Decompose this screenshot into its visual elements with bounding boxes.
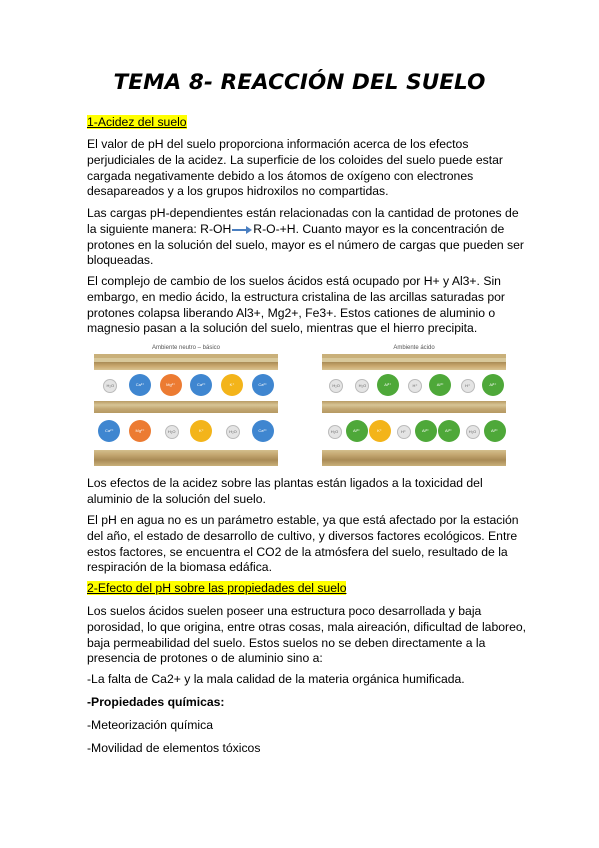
ion-circle: Ca²⁺: [98, 420, 120, 442]
paragraph-charges-part1: Las cargas pH-dependientes están relacionadas con la cantidad de protones de la siguiente manera: R-OH: [87, 206, 519, 236]
ion-circle: H⁺: [461, 379, 475, 393]
ion-circle: K⁺: [369, 420, 391, 442]
clay-layer: [94, 401, 278, 413]
paragraph-acid-soils: Los suelos ácidos suelen poseer una estructura poco desarrollada y baja porosidad, lo que origina, entre otras cosas, mala aireación, dificultad de laboreo, baja permeabilidad del suelo. Estos suelos no se deben directamente a la presencia de protones o de aluminio sino a:: [87, 604, 527, 666]
ion-circle: H₂O: [329, 379, 343, 393]
paragraph-calcium-deficit: -La falta de Ca2+ y la mala calidad de la materia orgánica humificada.: [87, 672, 465, 686]
ion-circle: Al³⁺: [429, 374, 451, 396]
clay-layer: [322, 354, 506, 370]
ion-circle: H₂O: [466, 425, 480, 439]
section-heading-acidez: [87, 115, 527, 131]
ion-circle: H⁺: [397, 425, 411, 439]
clay-ion-figure: [94, 344, 506, 466]
clay-layer: [94, 354, 278, 370]
ion-circle: Ca²⁺: [252, 420, 274, 442]
ion-circle: H₂O: [355, 379, 369, 393]
panel-neutral-basic: [94, 344, 278, 466]
clay-layer: [322, 450, 506, 466]
subheading-chemical-properties: -Propiedades químicas:: [87, 695, 225, 709]
ion-circle: H⁺: [408, 379, 422, 393]
ion-circle: H₂O: [103, 379, 117, 393]
ion-circle: Al³⁺: [346, 420, 368, 442]
ion-circle: Ca²⁺: [129, 374, 151, 396]
list-item-toxic-mobility: -Movilidad de elementos tóxicos: [87, 741, 261, 755]
page-title: TEMA 8- REACCIÓN DEL SUELO: [113, 70, 486, 95]
panel-acidic: [322, 344, 506, 466]
clay-layer: [322, 401, 506, 413]
ion-circle: Ca²⁺: [190, 374, 212, 396]
ion-circle: Al³⁺: [482, 374, 504, 396]
section-heading-text: 1-Acidez del suelo: [87, 115, 187, 129]
paragraph-ph-value: El valor de pH del suelo proporciona información acerca de los efectos perjudiciales de la acidez. La superficie de los coloides del suelo puede estar cargada negativamente debido a los átomos de oxígeno con electrones desapareados y a los grupos hidroxilos no compartidas.: [87, 137, 503, 199]
ion-circle: Al³⁺: [438, 420, 460, 442]
ion-circle: H₂O: [328, 425, 342, 439]
list-item-weathering: -Meteorización química: [87, 718, 213, 732]
panel-title-acidic: Ambiente ácido: [393, 345, 435, 351]
ion-circle: K⁺: [221, 374, 243, 396]
ion-circle: H₂O: [226, 425, 240, 439]
paragraph-charges: [87, 206, 527, 269]
arrow-icon: [232, 226, 252, 234]
ion-circle: K⁺: [190, 420, 212, 442]
panel-title-neutral: Ambiente neutro – básico: [151, 345, 221, 351]
paragraph-exchange-complex: El complejo de cambio de los suelos ácidos está ocupado por H+ y Al3+. Sin embargo, en medio ácido, la estructura cristalina de las arcillas saturadas por protones colapsa liberando Al3+, Mg2+, Fe3+. Estos cationes de aluminio o magnesio pasan a la solución del suelo, mientras que el hierro precipita.: [87, 274, 505, 336]
ion-circle: Al³⁺: [415, 420, 437, 442]
ion-circle: Mg²⁺: [129, 420, 151, 442]
section-heading-text: 2-Efecto del pH sobre las propiedades del suelo: [87, 581, 347, 595]
paragraph-ph-water: El pH en agua no es un parámetro estable, ya que está afectado por la estación del año, el estado de desarrollo de cultivo, y diversos factores ecológicos. Entre estos factores, se encuentra el CO2 de la atmósfera del suelo, resultado de la respiración de la biomasa edáfica.: [87, 513, 519, 575]
ion-circle: Al³⁺: [377, 374, 399, 396]
section-heading-effect: [87, 581, 527, 597]
ion-circle: H₂O: [165, 425, 179, 439]
clay-layer: [94, 450, 278, 466]
paragraph-charges-part2: R-O-+H. Cuanto mayor es la concentración de protones en la solución del suelo, mayor es el número de cargas que pueden ser bloqueadas.: [87, 221, 524, 268]
paragraph-aluminium-toxicity: Los efectos de la acidez sobre las plantas están ligados a la toxicidad del aluminio de la solución del suelo.: [87, 476, 483, 506]
ion-circle: Ca²⁺: [252, 374, 274, 396]
ion-circle: Al³⁺: [484, 420, 506, 442]
ion-circle: Mg²⁺: [160, 374, 182, 396]
